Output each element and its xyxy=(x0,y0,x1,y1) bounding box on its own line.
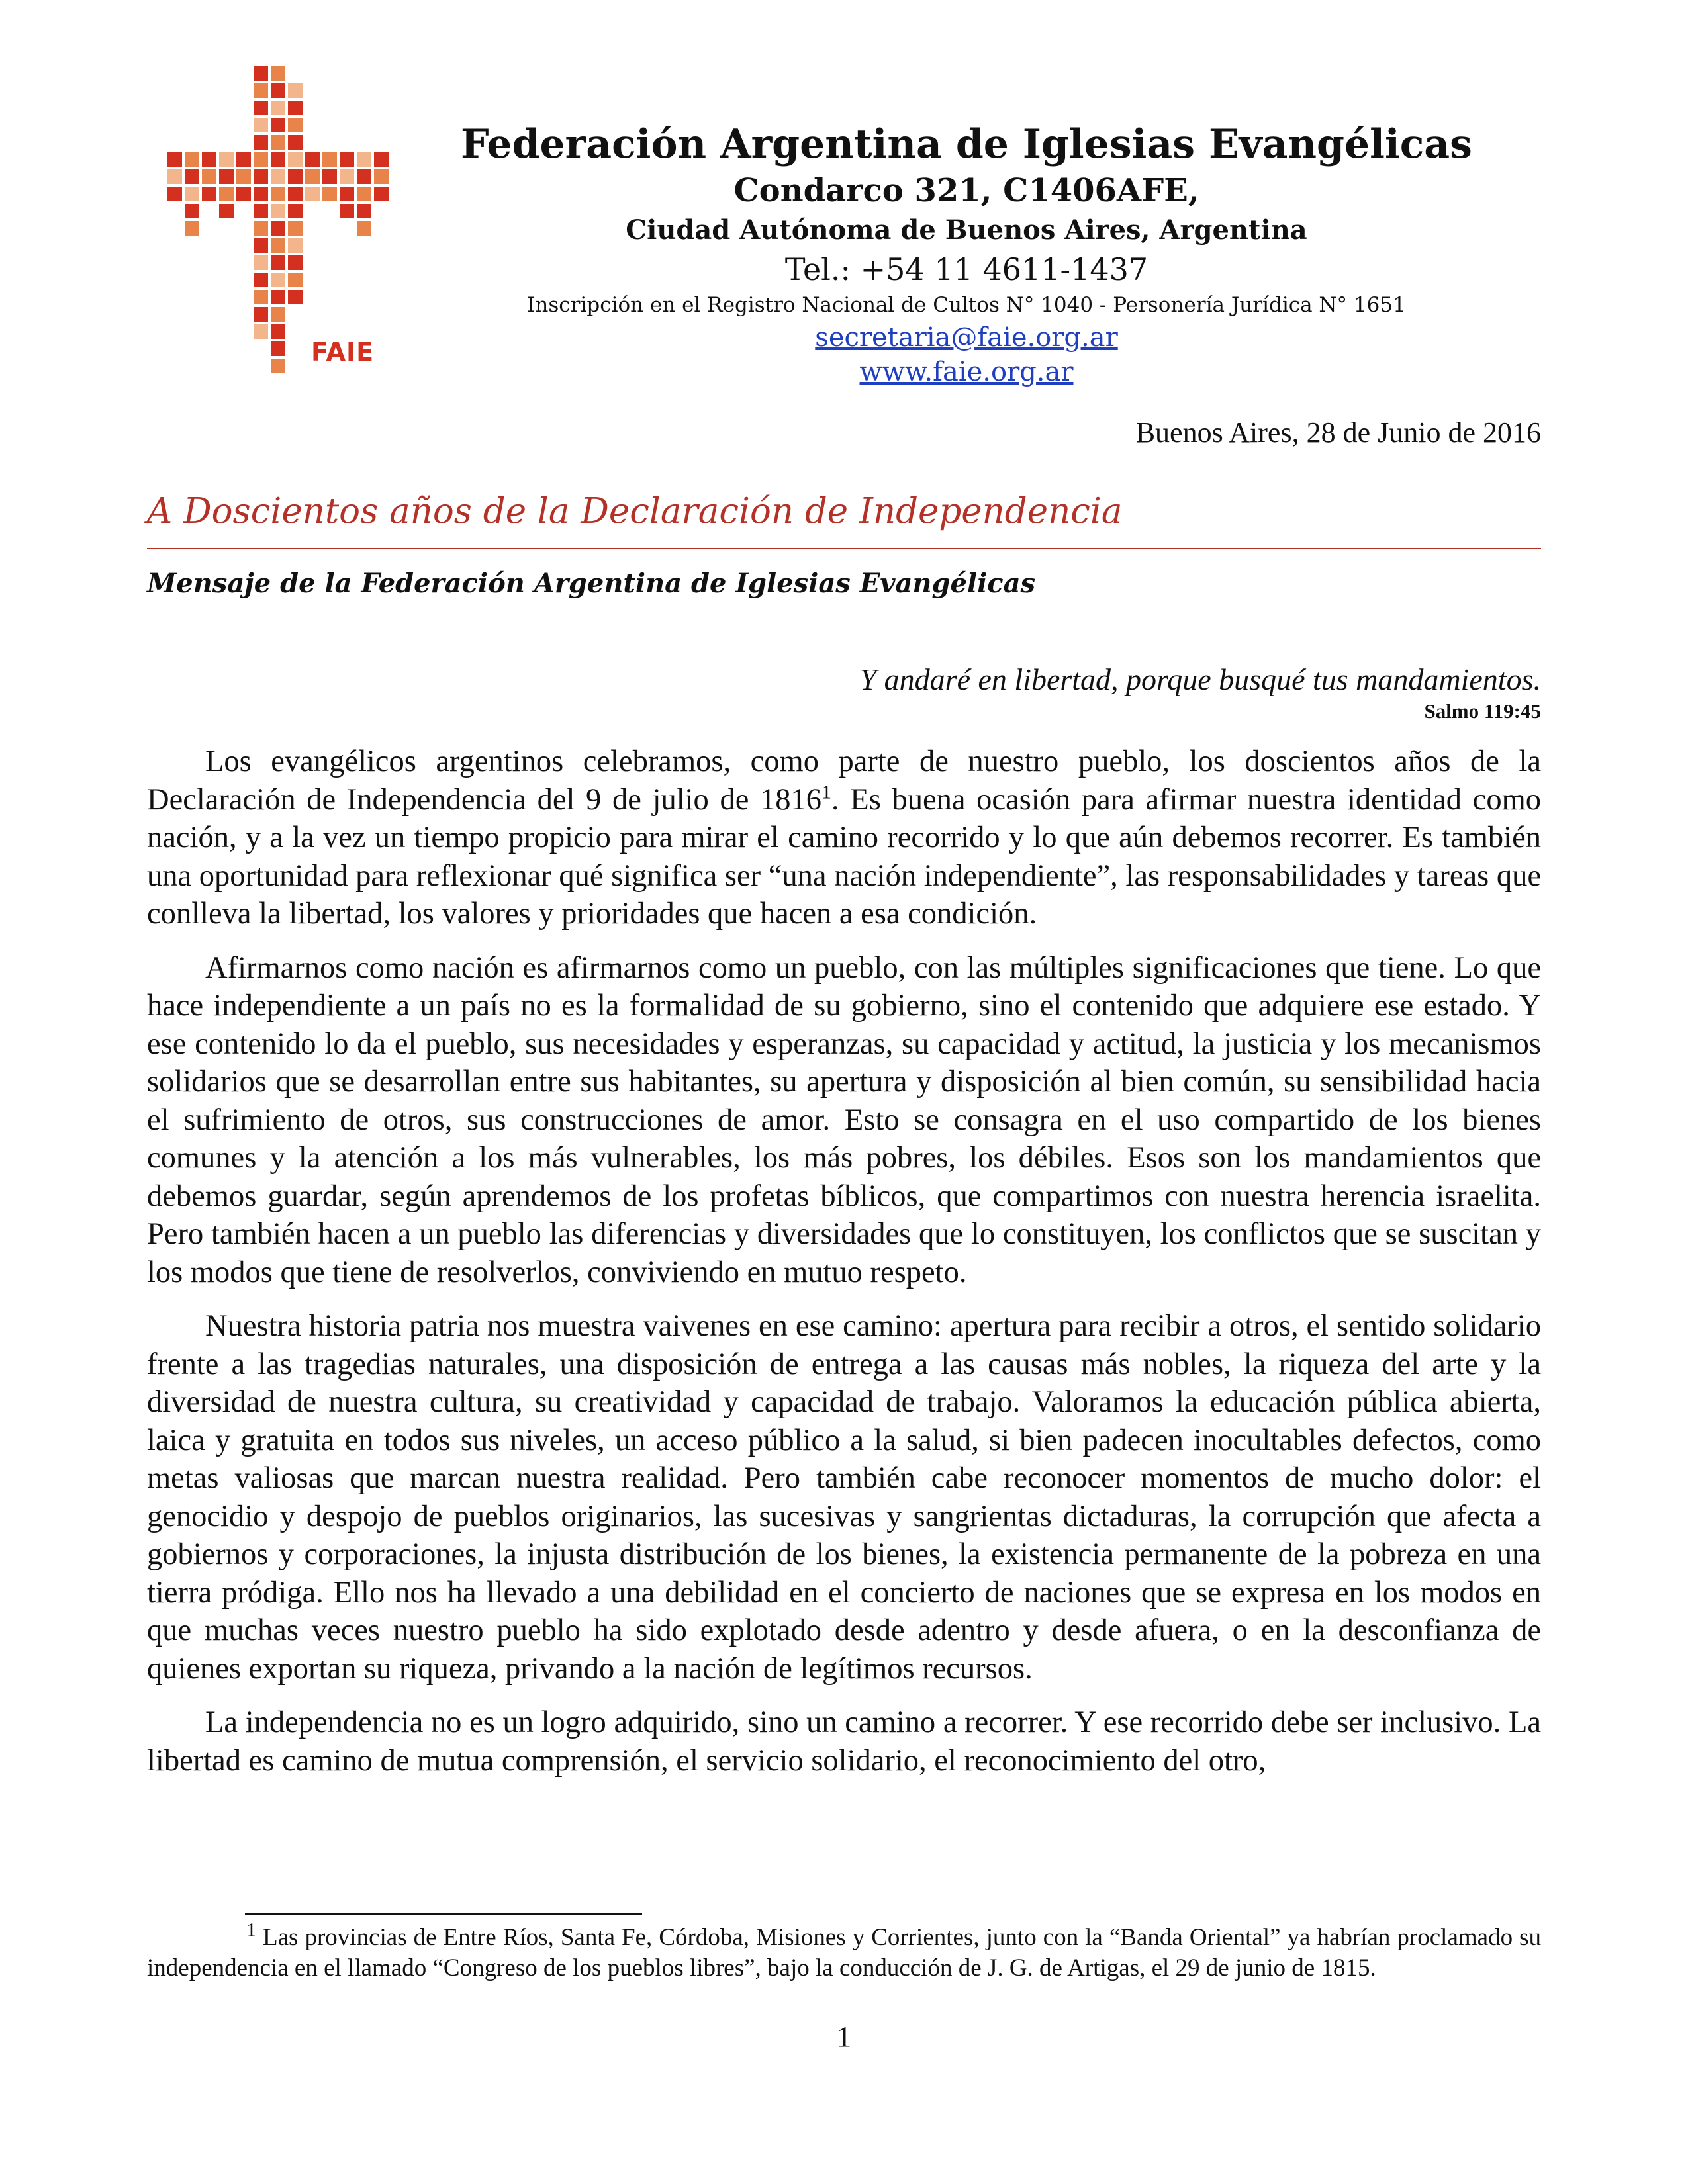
footnote-reference[interactable]: 1 xyxy=(821,781,832,803)
organization-address: Condarco 321, C1406AFE, xyxy=(733,172,1199,209)
title-divider xyxy=(147,548,1541,549)
website-link[interactable]: www.faie.org.ar xyxy=(859,357,1074,387)
paragraph-2: Afirmarnos como nación es afirmarnos como un pueblo, con las múltiples significaciones que tiene. Lo que hace independiente a un país no es la formalidad de su gobierno, sino el contenido que adquiere ese estado. Y ese contenido lo da el pueblo, sus necesidades y esperanzas, su capacidad y actitud, la justicia y los mecanismos solidarios que se desarrollan entre sus habitantes, su apertura y disposición al bien común, su sensibilidad hacia el sufrimiento de otros, sus construcciones de amor. Esto se consagra en el uso compartido de los bienes comunes y la atención a los más vulnerables, los más pobres, los débiles. Esos son los mandamientos que debemos guardar, según aprendemos de los profetas bíblicos, que compartimos con nuestra herencia israelita. Pero también hacen a un pueblo las diferencias y diversidades que lo constituyen, los conflictos que se suscitan y los modos que tiene de resolverlos, conviviendo en mutuo respeto. xyxy=(147,950,1541,1289)
faie-cross-logo xyxy=(162,66,400,377)
letterhead xyxy=(450,119,1483,389)
email-link[interactable]: secretaria@faie.org.ar xyxy=(815,322,1118,353)
paragraph-1 xyxy=(147,743,1541,933)
footnote-divider xyxy=(245,1913,642,1915)
organization-name: Federación Argentina de Iglesias Evangélicas xyxy=(461,121,1472,167)
document-body xyxy=(147,743,1541,1796)
page-number: 1 xyxy=(837,2021,851,2053)
paragraph-1-text-continued: . Es buena ocasión para afirmar nuestra identidad como nación, y a la vez un tiempo propicio para mirar el camino recorrido y lo que aún debemos recorrer. Es también una oportunidad para reflexionar qué significa ser “una nación independiente”, las responsabilidades y tareas que conlleva la libertad, los valores y prioridades que hacen a esa condición. xyxy=(147,782,1541,931)
paragraph-3: Nuestra historia patria nos muestra vaivenes en ese camino: apertura para recibir a otros, el sentido solidario frente a las tragedias naturales, una disposición de entrega a las causas más nobles, la riqueza del arte y la diversidad de nuestra cultura, su creatividad y capacidad de trabajo. Valoramos la educación pública abierta, laica y gratuita en todos sus niveles, un acceso público a la salud, si bien padecen inocultables defectos, como metas valiosas que marcan nuestra realidad. Pero también cabe reconocer momentos de mucho dolor: el genocidio y despojo de pueblos originarios, las sucesivas y sangrientas dictaduras, la corrupción que afecta a gobiernos y corporaciones, la injusta distribución de los bienes, la existencia permanente de la pobreza en una tierra pródiga. Ello nos ha llevado a una debilidad en el concierto de naciones que se expresa en los modos en que muchas veces nuestro pueblo ha sido explotado desde adentro y desde afuera, o en la desconfianza de quienes exportan su riqueza, privando a la nación de legítimos recursos. xyxy=(147,1309,1541,1686)
document-subtitle: Mensaje de la Federación Argentina de Iglesias Evangélicas xyxy=(147,568,1036,599)
document-date: Buenos Aires, 28 de Junio de 2016 xyxy=(1135,416,1541,449)
footnote-marker: 1 xyxy=(246,1919,256,1941)
logo-label: FAIE xyxy=(311,338,375,367)
paragraph-4: La independencia no es un logro adquirido, sino un camino a recorrer. Y ese recorrido debe ser inclusivo. La libertad es camino de mutua comprensión, el servicio solidario, el reconocimiento del otro, xyxy=(147,1706,1541,1778)
document-title: A Doscientos años de la Declaración de Independencia xyxy=(147,491,1123,531)
organization-registration: Inscripción en el Registro Nacional de Cultos N° 1040 - Personería Jurídica N° 1651 xyxy=(527,293,1406,317)
cross-vertical-bar xyxy=(254,66,303,373)
footnote xyxy=(147,1919,1541,1983)
epigraph-quote: Y andaré en libertad, porque busqué tus mandamientos. xyxy=(859,662,1541,696)
paragraph-1-text: Los evangélicos argentinos celebramos, como parte de nuestro pueblo, los doscientos años de la Declaración de Independencia del 9 de julio de 1816 xyxy=(147,745,1541,817)
organization-phone: Tel.: +54 11 4611-1437 xyxy=(784,251,1149,287)
organization-city: Ciudad Autónoma de Buenos Aires, Argentina xyxy=(626,214,1307,246)
epigraph-reference: Salmo 119:45 xyxy=(1424,700,1541,723)
footnote-text: Las provincias de Entre Ríos, Santa Fe, Córdoba, Misiones y Corrientes, junto con la “Banda Oriental” ya habrían proclamado su independencia en el llamado “Congreso de los pueblos libres”, bajo la conducción de J. G. de Artigas, el 29 de junio de 1815. xyxy=(147,1924,1541,1981)
